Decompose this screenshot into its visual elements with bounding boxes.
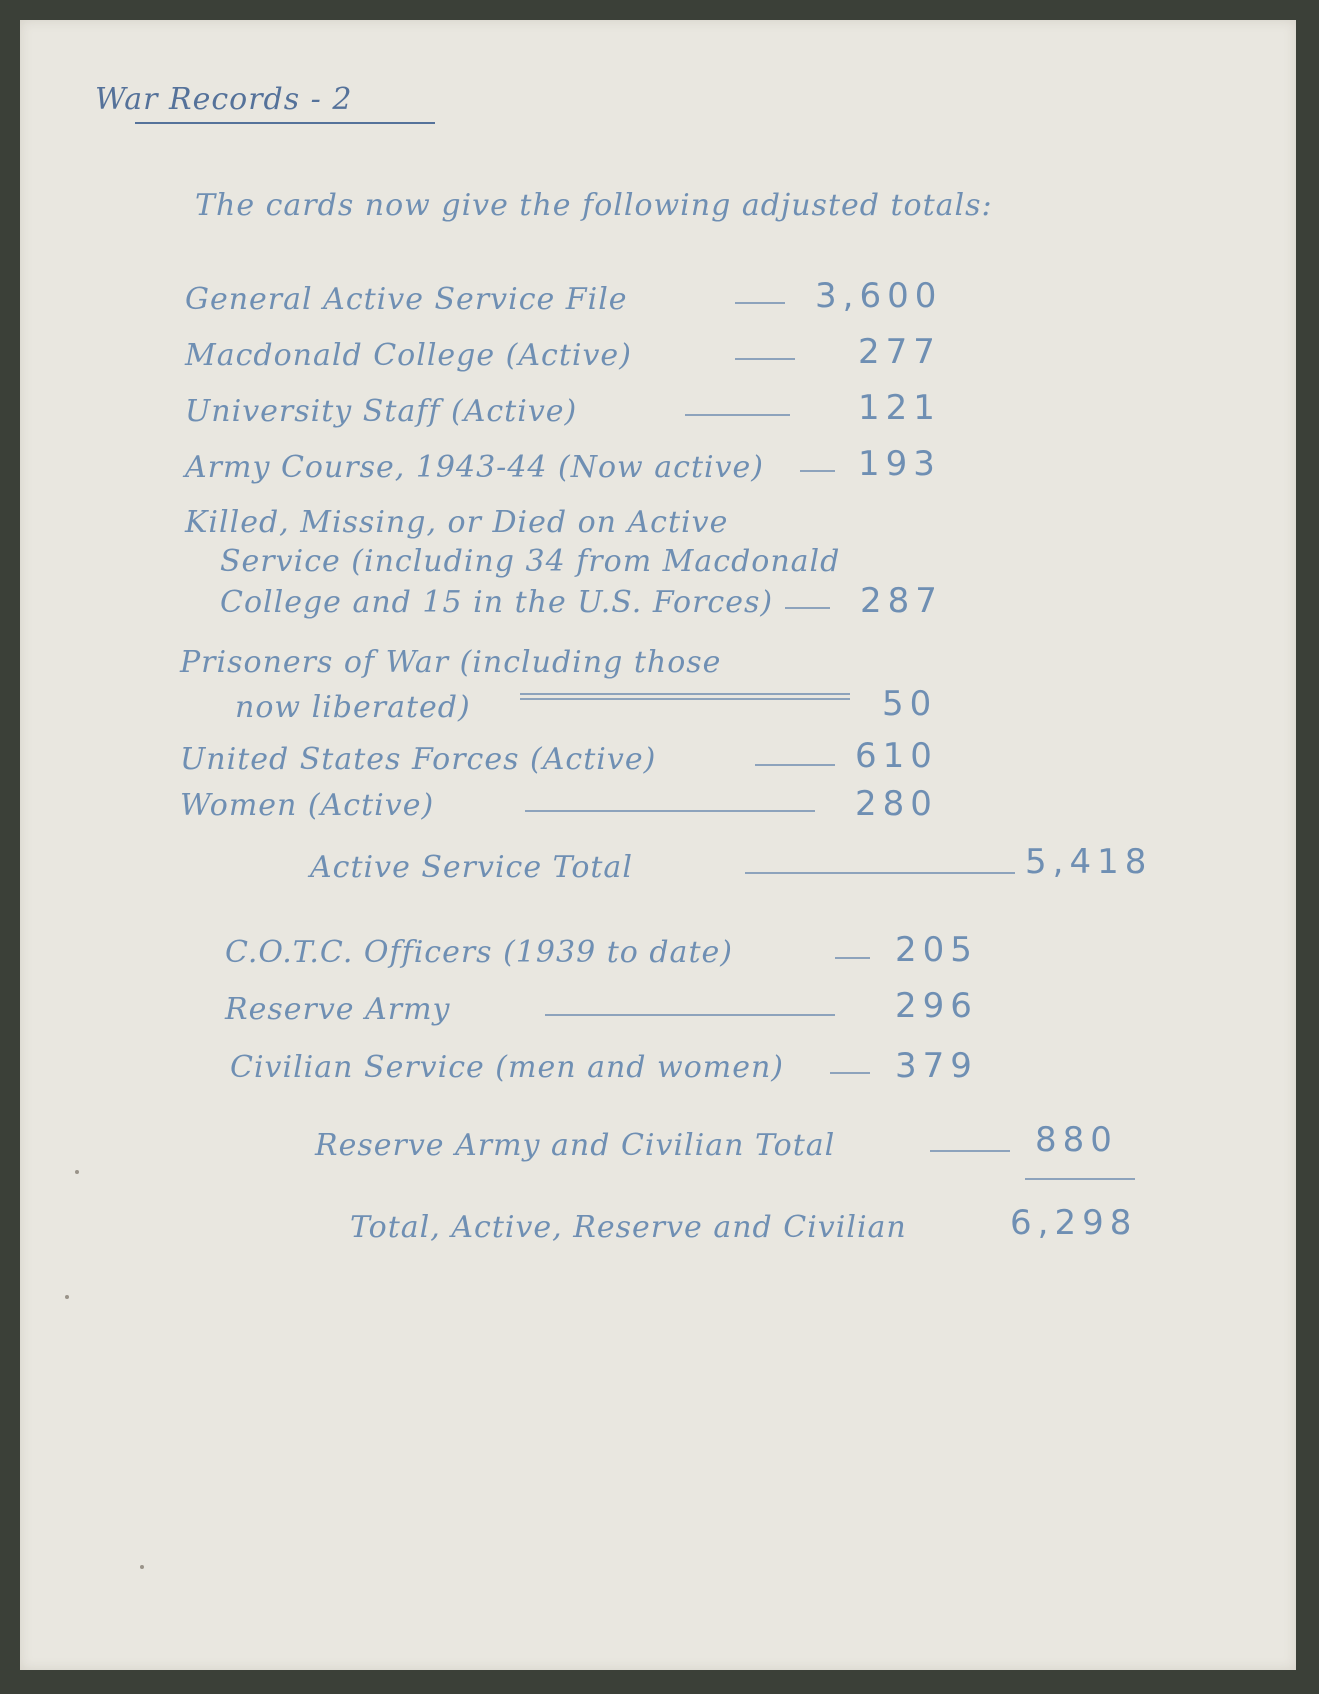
leader-line [835, 957, 870, 959]
item-label: Reserve Army [225, 992, 451, 1027]
item-label: Civilian Service (men and women) [230, 1050, 784, 1085]
reserve-total-label: Reserve Army and Civilian Total [315, 1128, 836, 1163]
paper-speck [65, 1295, 69, 1299]
page-header: War Records - 2 [95, 82, 353, 117]
item-label-line: Killed, Missing, or Died on Active [185, 505, 729, 540]
total-underline [1025, 1178, 1135, 1180]
item-label: C.O.T.C. Officers (1939 to date) [225, 935, 733, 970]
leader-line [800, 470, 835, 472]
grand-total-label: Total, Active, Reserve and Civilian [350, 1210, 907, 1245]
item-label: Army Course, 1943-44 (Now active) [185, 450, 765, 485]
item-label: University Staff (Active) [185, 394, 578, 429]
item-label: United States Forces (Active) [180, 742, 657, 777]
paper-speck [75, 1170, 79, 1174]
leader-line [520, 693, 850, 695]
item-value: 277 [858, 332, 941, 372]
item-label: General Active Service File [185, 282, 628, 317]
leader-line [830, 1072, 870, 1074]
item-value: 610 [855, 736, 938, 776]
leader-line [785, 607, 830, 609]
active-total-value: 5,418 [1025, 842, 1153, 882]
item-label-line: College and 15 in the U.S. Forces) [220, 585, 774, 620]
item-label-line: Prisoners of War (including those [180, 645, 722, 680]
leader-line [735, 358, 795, 360]
item-value: 296 [895, 986, 978, 1026]
item-value: 379 [895, 1046, 978, 1086]
item-value: 121 [858, 388, 941, 428]
leader-line [545, 1014, 835, 1016]
active-total-label: Active Service Total [310, 850, 633, 885]
item-value: 280 [855, 784, 938, 824]
item-label: Women (Active) [180, 788, 435, 823]
leader-line [685, 414, 790, 416]
item-value: 193 [858, 444, 941, 484]
reserve-total-value: 880 [1035, 1120, 1118, 1160]
item-label-line: now liberated) [235, 690, 471, 725]
item-value: 205 [895, 930, 978, 970]
leader-line [735, 302, 785, 304]
intro-line: The cards now give the following adjusted totals: [195, 188, 993, 223]
item-value: 287 [860, 581, 943, 621]
leader-line [525, 810, 815, 812]
item-value: 3,600 [815, 276, 943, 316]
leader-line [755, 764, 835, 766]
grand-total-value: 6,298 [1010, 1203, 1138, 1243]
paper-speck [140, 1565, 144, 1569]
item-label-line: Service (including 34 from Macdonald [220, 544, 841, 579]
item-label: Macdonald College (Active) [185, 338, 632, 373]
item-value: 50 [882, 684, 938, 724]
leader-line [520, 698, 850, 700]
header-underline [135, 122, 435, 124]
leader-line [930, 1150, 1010, 1152]
leader-line [745, 872, 1015, 874]
document-page [20, 20, 1296, 1670]
